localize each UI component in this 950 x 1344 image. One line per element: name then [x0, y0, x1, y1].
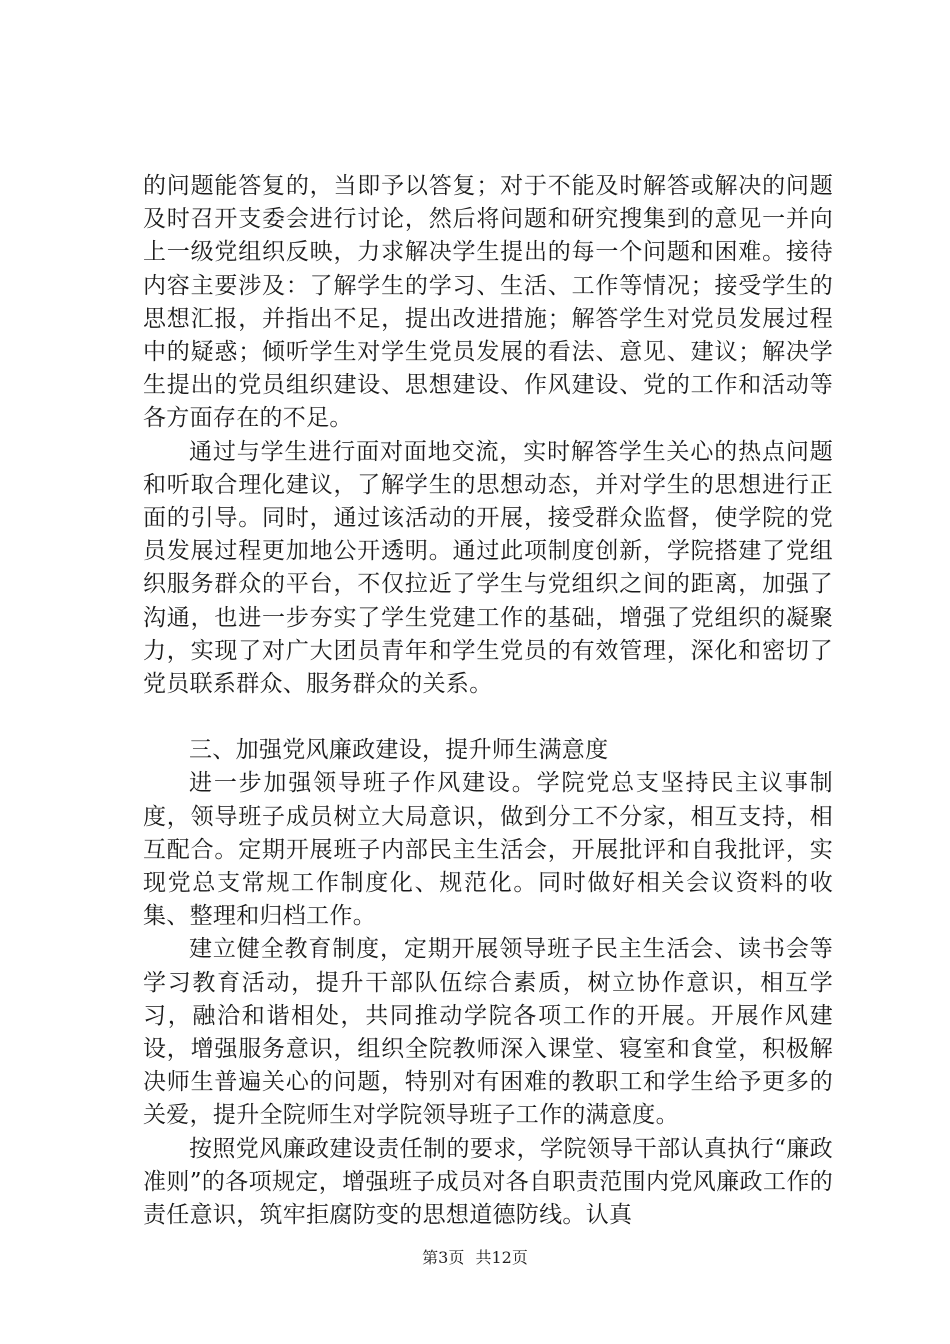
page-total: 共12页 — [475, 1248, 528, 1267]
paragraph-2: 通过与学生进行面对面地交流，实时解答学生关心的热点问题和听取合理化建议，了解学生的思想动态，并对学生的思想进行正面的引导。同时，通过该活动的开展，接受群众监督，使学院的党员发展过程更加地公开透明。通过此项制度创新，学院搭建了党组织服务群众的平台，不仅拉近了学生与党组织之间的距离，加强了沟通，也进一步夯实了学生党建工作的基础，增强了党组织的凝聚力，实现了对广大团员青年和学生党员的有效管理，深化和密切了党员联系群众、服务群众的关系。 — [143, 438, 833, 698]
paragraph-1: 的问题能答复的，当即予以答复；对于不能及时解答或解决的问题及时召开支委会进行讨论，然后将问题和研究搜集到的意见一并向上一级党组织反映，力求解决学生提出的每一个问题和困难。接待内容主要涉及：了解学生的学习、生活、工作等情况；接受学生的思想汇报，并指出不足，提出改进措施；解答学生对党员发展过程中的疑惑；倾听学生对学生党员发展的看法、意见、建议；解决学生提出的党员组织建设、思想建设、作风建设、党的工作和活动等各方面存在的不足。 — [143, 173, 833, 432]
page-number: 第3页 — [422, 1248, 465, 1267]
paragraph-4: 建立健全教育制度，定期开展领导班子民主生活会、读书会等学习教育活动，提升干部队伍综合素质，树立协作意识，相互学习，融洽和谐相处，共同推动学院各项工作的开展。开展作风建设，增强服务意识，组织全院教师深入课堂、寝室和食堂，积极解决师生普遍关心的问题，特别对有困难的教职工和学生给予更多的关爱，提升全院师生对学院领导班子工作的满意度。 — [143, 936, 833, 1129]
paragraph-5: 按照党风廉政建设责任制的要求，学院领导干部认真执行“廉政准则”的各项规定，增强班子成员对各自职责范围内党风廉政工作的责任意识，筑牢拒腐防变的思想道德防线。认真 — [143, 1135, 833, 1229]
paragraph-3: 进一步加强领导班子作风建设。学院党总支坚持民主议事制度，领导班子成员树立大局意识，做到分工不分家，相互支持，相互配合。定期开展班子内部民主生活会，开展批评和自我批评，实现党总支常规工作制度化、规范化。同时做好相关会议资料的收集、整理和归档工作。 — [143, 770, 833, 930]
section-spacer — [143, 701, 833, 734]
document-body — [143, 170, 833, 1232]
page-footer — [0, 1245, 950, 1268]
section-heading: 三、加强党风廉政建设，提升师生满意度 — [189, 737, 609, 764]
